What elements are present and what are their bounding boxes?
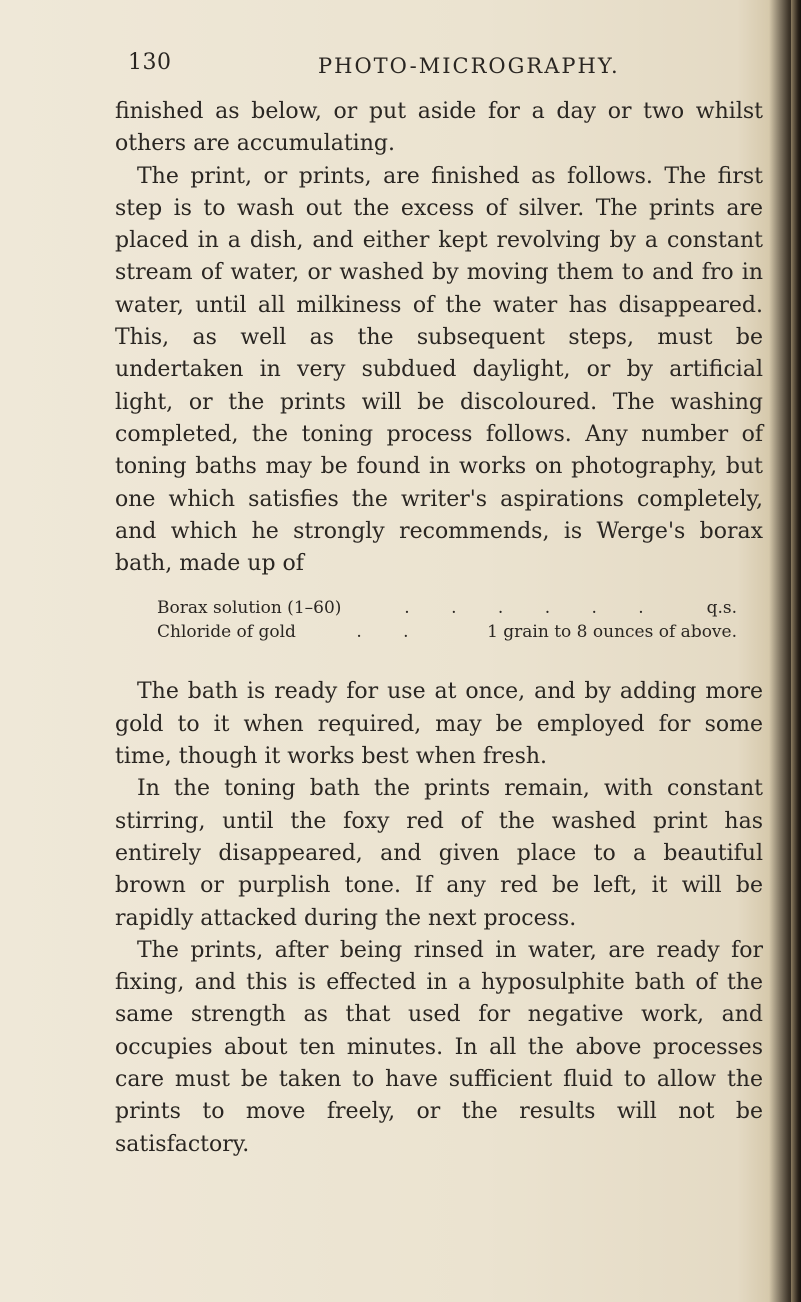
dot-leader: . . . . . . (404, 598, 662, 619)
formula-row (157, 620, 737, 644)
paragraph: The print, or prints, are finished as follows. The first step is to wash out the excess of silver. The prints are placed in a dish, and either kept revolving by a constant stream of water, or washed by moving them to and fro in water, until all milkiness of the water has disappeared. This, as well as the subsequent steps, must be undertaken in very subdued daylight, or by artificial light, or the prints will be discoloured. The washing completed, the toning process follows. Any number of toning baths may be found in works on photography, but one which satisfies the writer's aspirations completely, and which he strongly recommends, is Werge's borax bath, made up of (115, 163, 763, 577)
dot-leader: . . (356, 622, 427, 643)
running-head: PHOTO-MICROGRAPHY. (318, 54, 620, 78)
paragraph: The bath is ready for use at once, and by adding more gold to it when required, may be employed for some time, though it works best when fresh. (115, 679, 763, 770)
body-text (115, 96, 763, 1161)
page-number: 130 (128, 50, 172, 75)
paragraph: In the toning bath the prints remain, with constant stirring, until the foxy red of the washed print has entirely disappeared, and given place to a beautiful brown or purplish tone. If any red be left, it will be rapidly attacked during the next process. (115, 776, 763, 931)
ingredient-name: Borax solution (1–60) (157, 598, 342, 619)
formula-row (157, 596, 737, 620)
paragraph: finished as below, or put aside for a day or two whilst others are accumulating. (115, 99, 763, 157)
paragraph: The prints, after being rinsed in water, are ready for fixing, and this is effected in a hyposulphite bath of the same strength as that used for negative work, and occupies about ten minutes. In all the above processes care must be taken to have sufficient fluid to allow the prints to move freely, or the results will not be satisfactory. (115, 937, 763, 1157)
ingredient-amount: 1 grain to 8 ounces of above. (487, 622, 737, 643)
formula-table (157, 596, 737, 644)
page-header (128, 50, 748, 82)
ingredient-name: Chloride of gold (157, 622, 296, 643)
ingredient-amount: q.s. (706, 598, 737, 619)
book-spine-shadow (791, 0, 801, 1302)
